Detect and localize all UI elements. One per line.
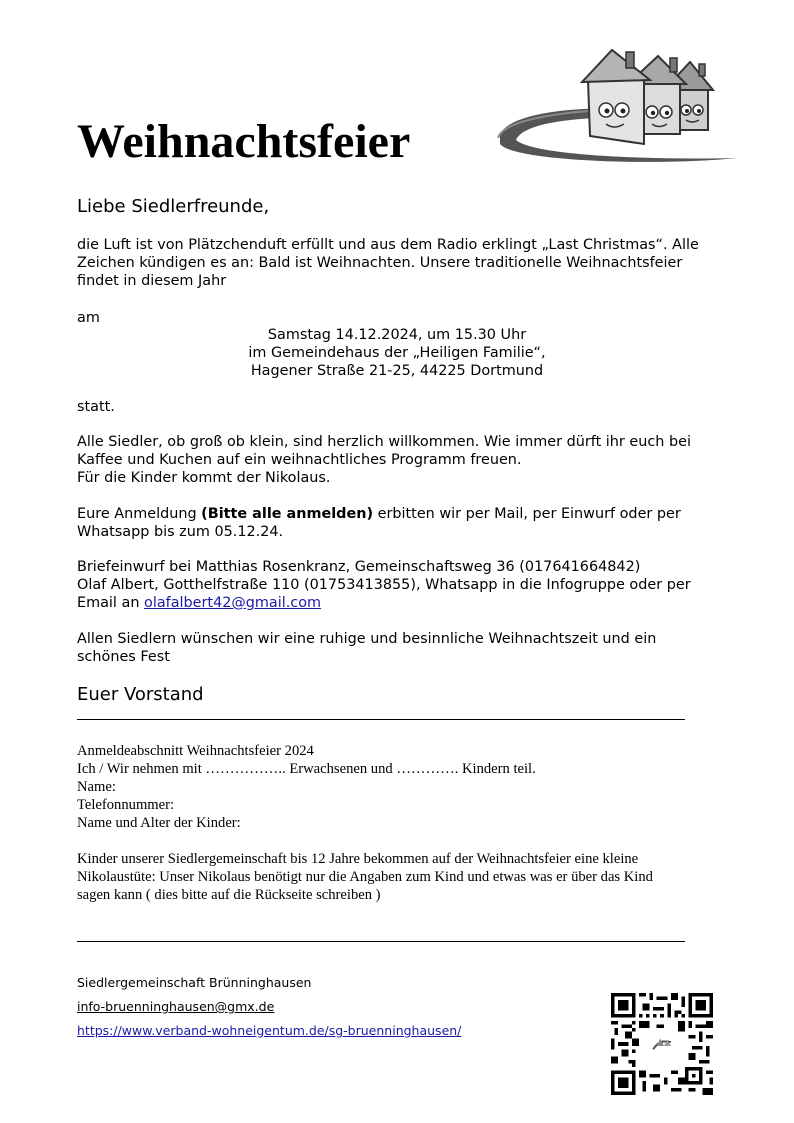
form-note-line-1: Kinder unserer Siedlergemeinschaft bis 12 Jahre bekommen auf der Weihnachtsfeier eine kleine xyxy=(77,851,639,867)
registration-bold: (Bitte alle anmelden) xyxy=(201,506,374,522)
registration-after: erbitten wir per Mail, per Einwurf oder per Whatsapp bis zum 05.12.24. xyxy=(77,506,681,540)
wishes-paragraph: Allen Siedlern wünschen wir eine ruhige und besinnliche Weihnachtszeit und ein schönes Fest xyxy=(77,631,657,665)
divider-bottom xyxy=(77,941,685,942)
qr-code-icon[interactable] xyxy=(611,993,713,1095)
welcome-paragraph xyxy=(77,433,717,487)
contact-email-link[interactable]: olafalbert42@gmail.com xyxy=(144,595,322,611)
form-heading: Anmeldeabschnitt Weihnachtsfeier 2024 xyxy=(77,743,314,759)
form-name: Name: xyxy=(77,779,116,795)
event-date: Samstag 14.12.2024, um 15.30 Uhr xyxy=(267,327,527,343)
form-children: Name und Alter der Kinder: xyxy=(77,815,241,831)
intro-paragraph: die Luft ist von Plätzchenduft erfüllt und aus dem Radio erklingt „Last Christmas“. Alle Zeichen kündigen es an: Bald ist Weihnachten. Unsere traditionelle Weihnachtsfeier findet in diesem Jahr xyxy=(77,237,699,289)
form-note-line-3: sagen kann ( dies bitte auf die Rückseite schreiben ) xyxy=(77,887,381,903)
footer-website-link[interactable]: https://www.verband-wohneigentum.de/sg-bruenninghausen/ xyxy=(77,1023,462,1038)
divider-top xyxy=(77,719,685,720)
email-prefix: Email an xyxy=(77,595,145,611)
contact-paragraph xyxy=(77,558,717,612)
event-address: Hagener Straße 21-25, 44225 Dortmund xyxy=(250,363,544,379)
event-venue: im Gemeindehaus der „Heiligen Familie“, xyxy=(248,345,546,361)
contact-line-3 xyxy=(77,594,717,612)
contact-line-2: Olaf Albert, Gotthelfstraße 110 (01753413855), Whatsapp in die Infogruppe oder per xyxy=(77,577,691,593)
form-phone: Telefonnummer: xyxy=(77,797,175,813)
greeting: Liebe Siedlerfreunde, xyxy=(77,196,270,217)
welcome-text: Alle Siedler, ob groß ob klein, sind herzlich willkommen. Wie immer dürft ihr euch bei Kaffee und Kuchen auf ein weihnachtliches Programm freuen. xyxy=(77,434,691,468)
signature: Euer Vorstand xyxy=(77,684,204,705)
am-text: am xyxy=(77,310,100,326)
form-participants: Ich / Wir nehmen mit …………….. Erwachsenen und …………. Kindern teil. xyxy=(77,761,536,777)
footer-email-link[interactable]: info-bruenninghausen@gmx.de xyxy=(77,999,275,1014)
registration-before: Eure Anmeldung xyxy=(77,506,202,522)
form-note-line-2: Nikolaustüte: Unser Nikolaus benötigt nur die Angaben zum Kind und etwas was er über das Kind xyxy=(77,869,653,885)
footer-org: Siedlergemeinschaft Brünninghausen xyxy=(77,975,312,990)
nikolaus-text: Für die Kinder kommt der Nikolaus. xyxy=(77,470,331,486)
houses-logo-icon xyxy=(494,48,738,166)
event-details xyxy=(0,326,794,380)
statt-text: statt. xyxy=(77,399,115,415)
page-title: Weihnachtsfeier xyxy=(77,115,411,168)
registration-paragraph xyxy=(77,505,717,541)
contact-line-1: Briefeinwurf bei Matthias Rosenkranz, Gemeinschaftsweg 36 (017641664842) xyxy=(77,559,641,575)
registration-form xyxy=(77,742,717,904)
